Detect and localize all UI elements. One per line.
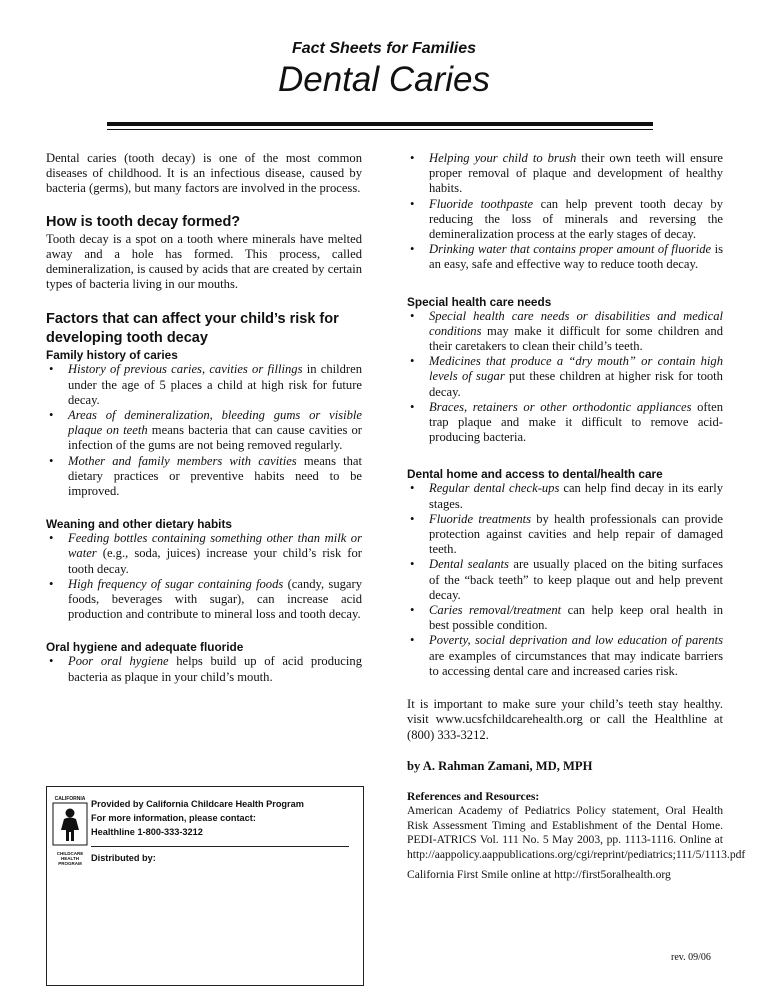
page-title: Dental Caries xyxy=(277,60,491,99)
list-item: • Fluoride toothpaste can help prevent tooth decay by reducing the loss of minerals and reversing the demineralization process at the early stages of decay. xyxy=(407,197,723,243)
list-item: • Special health care needs or disabilities and medical conditions may make it difficult for some children and their caretakers to clean their child’s teeth. xyxy=(407,309,723,355)
list-item: • Caries removal/treatment can help keep oral health in best possible condition. xyxy=(407,603,723,633)
oral-hygiene-list xyxy=(46,654,362,684)
reference-item: American Academy of Pediatrics Policy statement, Oral Health Risk Assessment Timing and Establishment of the Dental Home. PEDI-ATRICS Vol. 111 No. 5 May 2003, pp. 1113-1116. Online at http://aappolicy.aappublications.org/cgi/reprint/pediatrics;111/5/1113.pdf xyxy=(407,804,746,861)
how-paragraph: Tooth decay is a spot on a tooth where minerals have melted away and a hole has formed. This process, called demineralization, is caused by acids that are created by certain types of bacteria living in our mouths. xyxy=(46,231,362,292)
references-heading: References and Resources: xyxy=(407,789,540,803)
provider-text: Provided by California Childcare Health Program For more information, please contact: Healthline 1-800-333-3212 xyxy=(91,799,304,837)
right-column xyxy=(407,151,746,882)
reference-item: California First Smile online at http://first5oralhealth.org xyxy=(407,867,671,881)
list-item: • Mother and family members with cavities means that dietary practices or preventive habits need to be improved. xyxy=(46,454,362,500)
list-item: • Helping your child to brush their own teeth will ensure proper removal of plaque and development of healthy habits. xyxy=(407,151,723,197)
how-heading: How is tooth decay formed? xyxy=(46,213,241,230)
special-needs-heading: Special health care needs xyxy=(407,294,552,309)
list-item: • Drinking water that contains proper amount of fluoride is an easy, safe and effective way to reduce tooth decay. xyxy=(407,242,723,272)
family-history-list xyxy=(46,362,362,499)
closing-paragraph: It is important to make sure your child’s teeth stay healthy. visit www.ucsfchildcarehealth.org or call the Healthline at (800) 333-3212. xyxy=(407,697,723,742)
list-item: • Fluoride treatments by health professionals can provide protection against cavities and help repair of damaged teeth. xyxy=(407,512,723,558)
cchp-logo: CALIFORNIA CHILDCARE HEALTH PROGRAM xyxy=(52,796,88,864)
intro-paragraph: Dental caries (tooth decay) is one of the most common diseases of childhood. It is an infectious disease, caused by bacteria (germs), but many factors are involved in the process. xyxy=(46,151,362,196)
family-history-heading: Family history of caries xyxy=(46,348,178,363)
list-item: • Dental sealants are usually placed on the biting surfaces of the “back teeth” to keep plaque out and help prevent decay. xyxy=(407,557,723,603)
author-line: by A. Rahman Zamani, MD, MPH xyxy=(407,758,593,773)
factors-heading: Factors that can affect your child’s risk for developing tooth decay xyxy=(46,311,339,347)
weaning-list xyxy=(46,531,362,622)
oral-hygiene-list-continued xyxy=(407,151,723,273)
dental-home-list xyxy=(407,481,723,679)
left-column xyxy=(46,151,362,685)
special-needs-list xyxy=(407,309,723,446)
list-item: • Poor oral hygiene helps build up of acid producing bacteria as plaque in your child’s mouth. xyxy=(46,654,362,684)
list-item: • History of previous caries, cavities or fillings in children under the age of 5 places a child at high risk for future decay. xyxy=(46,362,362,408)
title-rule-thick xyxy=(107,122,653,126)
box-divider xyxy=(91,846,349,847)
oral-hygiene-heading: Oral hygiene and adequate fluoride xyxy=(46,640,244,655)
provider-box xyxy=(46,786,364,986)
distributed-by-label: Distributed by: xyxy=(91,853,156,863)
list-item: • High frequency of sugar containing foods (candy, sugary foods, beverages with sugar), can increase acid production and contribute to mineral loss and tooth decay. xyxy=(46,577,362,623)
list-item: • Areas of demineralization, bleeding gums or visible plaque on teeth means bacteria that can cause cavities or infection of the gums are not being removed regularly. xyxy=(46,408,362,454)
references xyxy=(407,789,746,882)
fact-sheet-kicker: Fact Sheets for Families xyxy=(291,40,477,57)
list-item: • Feeding bottles containing something other than milk or water (e.g., soda, juices) increase your child’s risk for tooth decay. xyxy=(46,531,362,577)
list-item: • Poverty, social deprivation and low education of parents are examples of circumstances that may indicate barriers to accessing dental care and increased caries risk. xyxy=(407,633,723,679)
list-item: • Braces, retainers or other orthodontic appliances often trap plaque and make it difficult to remove acid-producing bacteria. xyxy=(407,400,723,446)
list-item: • Medicines that produce a “dry mouth” or contain high levels of sugar put these children at higher risk for tooth decay. xyxy=(407,354,723,400)
weaning-heading: Weaning and other dietary habits xyxy=(46,517,232,532)
dental-home-heading: Dental home and access to dental/health care xyxy=(407,467,663,482)
list-item: • Regular dental check-ups can help find decay in its early stages. xyxy=(407,481,723,511)
title-rule-thin xyxy=(107,129,653,130)
revision-date: rev. 09/06 xyxy=(671,952,711,963)
child-silhouette-icon xyxy=(52,802,88,846)
